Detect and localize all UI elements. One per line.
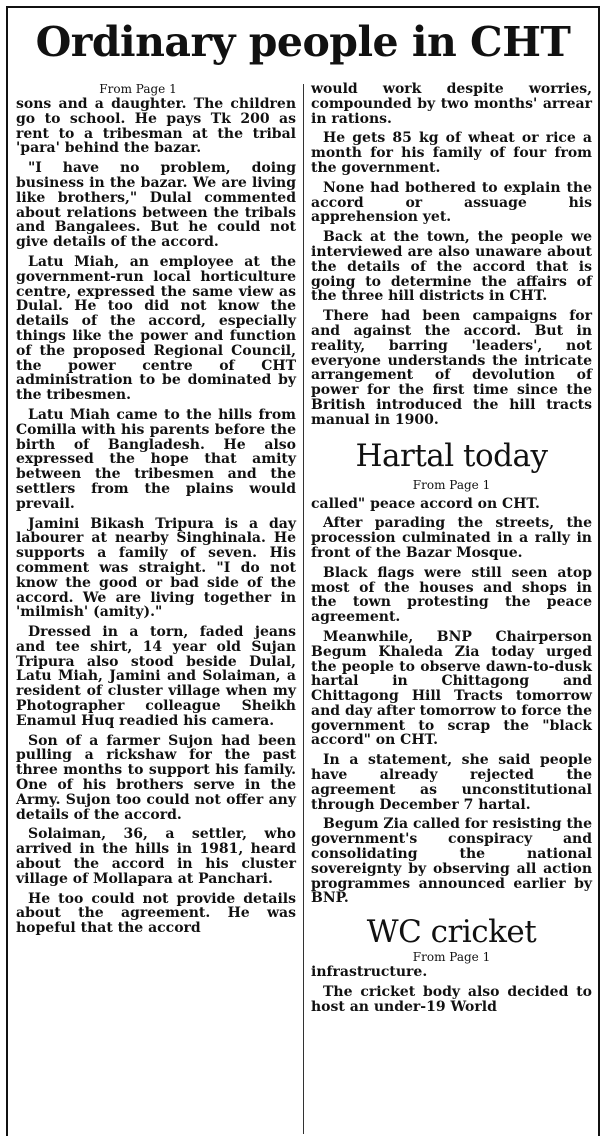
- right-column: [311, 82, 592, 1020]
- column-divider: [303, 84, 304, 1134]
- hartal-article: [311, 438, 592, 907]
- article-paragraph: infrastructure.: [311, 964, 428, 981]
- from-page-label: From Page 1: [99, 82, 177, 96]
- article-paragraph: In a statement, she said people have already rejected the agreement as unconstitutional through December 7 hartal.: [311, 752, 592, 813]
- article-paragraph: He too could not provide details about the agreement. He was hopeful that the accord: [16, 890, 296, 937]
- article-paragraph: He gets 85 kg of wheat or rice a month for his family of four from the government.: [311, 130, 592, 176]
- from-page-label: From Page 1: [412, 477, 491, 492]
- right-column-body: [311, 82, 592, 428]
- article-paragraph: None had bothered to explain the accord or assuage his apprehension yet.: [311, 179, 592, 226]
- article-paragraph: Black flags were still seen atop most of the houses and shops in the town protesting the peace agreement.: [311, 564, 592, 626]
- left-column: [16, 82, 296, 941]
- left-column-body: [16, 97, 296, 936]
- headline: Ordinary people in CHT: [35, 18, 571, 66]
- cricket-headline: WC cricket: [366, 914, 537, 951]
- article-paragraph: would work despite worries, compounded by two months' arrear in rations.: [311, 81, 592, 127]
- article-paragraph: There had been campaigns for and against the accord. But in reality, barring 'leaders', not everyone understands the intricate arrangement of devolution of power for the first time since the British introduced the hill tracts manual in 1900.: [311, 308, 592, 428]
- article-paragraph: Solaiman, 36, a settler, who arrived in the hills in 1981, heard about the accord in his cluster village of Mollapara at Panchari.: [16, 826, 296, 887]
- border-top-rule: [6, 6, 600, 8]
- article-paragraph: Begum Zia called for resisting the government's conspiracy and consolidating the national sovereignty by observing all action programmes announced earlier by BNP.: [311, 816, 592, 907]
- border-left-rule: [6, 6, 8, 1136]
- article-paragraph: Jamini Bikash Tripura is a day labourer at nearby Singhinala. He supports a family of seven. His comment was straight. "I do not know the good or bad side of the accord. We are living together in 'milmish' (amity).": [16, 515, 296, 621]
- article-paragraph: sons and a daughter. The children go to school. He pays Tk 200 as rent to a tribesman at the tribal 'para' behind the bazar.: [16, 96, 296, 157]
- article-paragraph: called" peace accord on CHT.: [311, 495, 540, 512]
- article-paragraph: Dressed in a torn, faded jeans and tee shirt, 14 year old Sujan Tripura also stood beside Dulal, Latu Miah, Jamini and Solaiman, a resident of cluster village when my Photographer colleague Sheikh Enamul Huq readied his camera.: [16, 624, 296, 729]
- border-right-rule: [598, 6, 600, 1136]
- article-paragraph: Back at the town, the people we interviewed are also unaware about the details of the accord that is going to determine the affairs of the three hill districts in CHT.: [311, 229, 592, 305]
- from-page-label: From Page 1: [412, 950, 491, 965]
- article-paragraph: After parading the streets, the procession culminated in a rally in front of the Bazar Mosque.: [311, 515, 592, 561]
- cricket-article: [311, 914, 592, 1014]
- article-paragraph: The cricket body also decided to host an under-19 World: [311, 984, 592, 1015]
- article-paragraph: Meanwhile, BNP Chairperson Begum Khaleda Zia today urged the people to observe dawn-to-dusk hartal in Chittagong and Chittagong Hill Tracts tomorrow and day after tomorrow to force the government to scrap the "black accord" on CHT.: [311, 628, 592, 749]
- article-paragraph: "I have no problem, doing business in the bazar. We are living like brothers," Dulal commented about relations between the tribals and Bangalees. But he could not give details of the accord.: [16, 160, 296, 251]
- article-paragraph: Son of a farmer Sujon had been pulling a rickshaw for the past three months to support his family. One of his brothers serve in the Army. Sujon too could not offer any details of the accord.: [16, 732, 296, 823]
- article-paragraph: Latu Miah, an employee at the government-run local horticulture centre, expressed the same view as Dulal. He too did not know the details of the accord, especially things like the power and function of the proposed Regional Council, the power centre of CHT administration to be dominated by the tribesmen.: [16, 253, 296, 404]
- article-paragraph: Latu Miah came to the hills from Comilla with his parents before the birth of Bangladesh. He also expressed the hope that amity between the tribesmen and the settlers from the plains would prevail.: [16, 406, 296, 512]
- hartal-headline: Hartal today: [355, 437, 548, 474]
